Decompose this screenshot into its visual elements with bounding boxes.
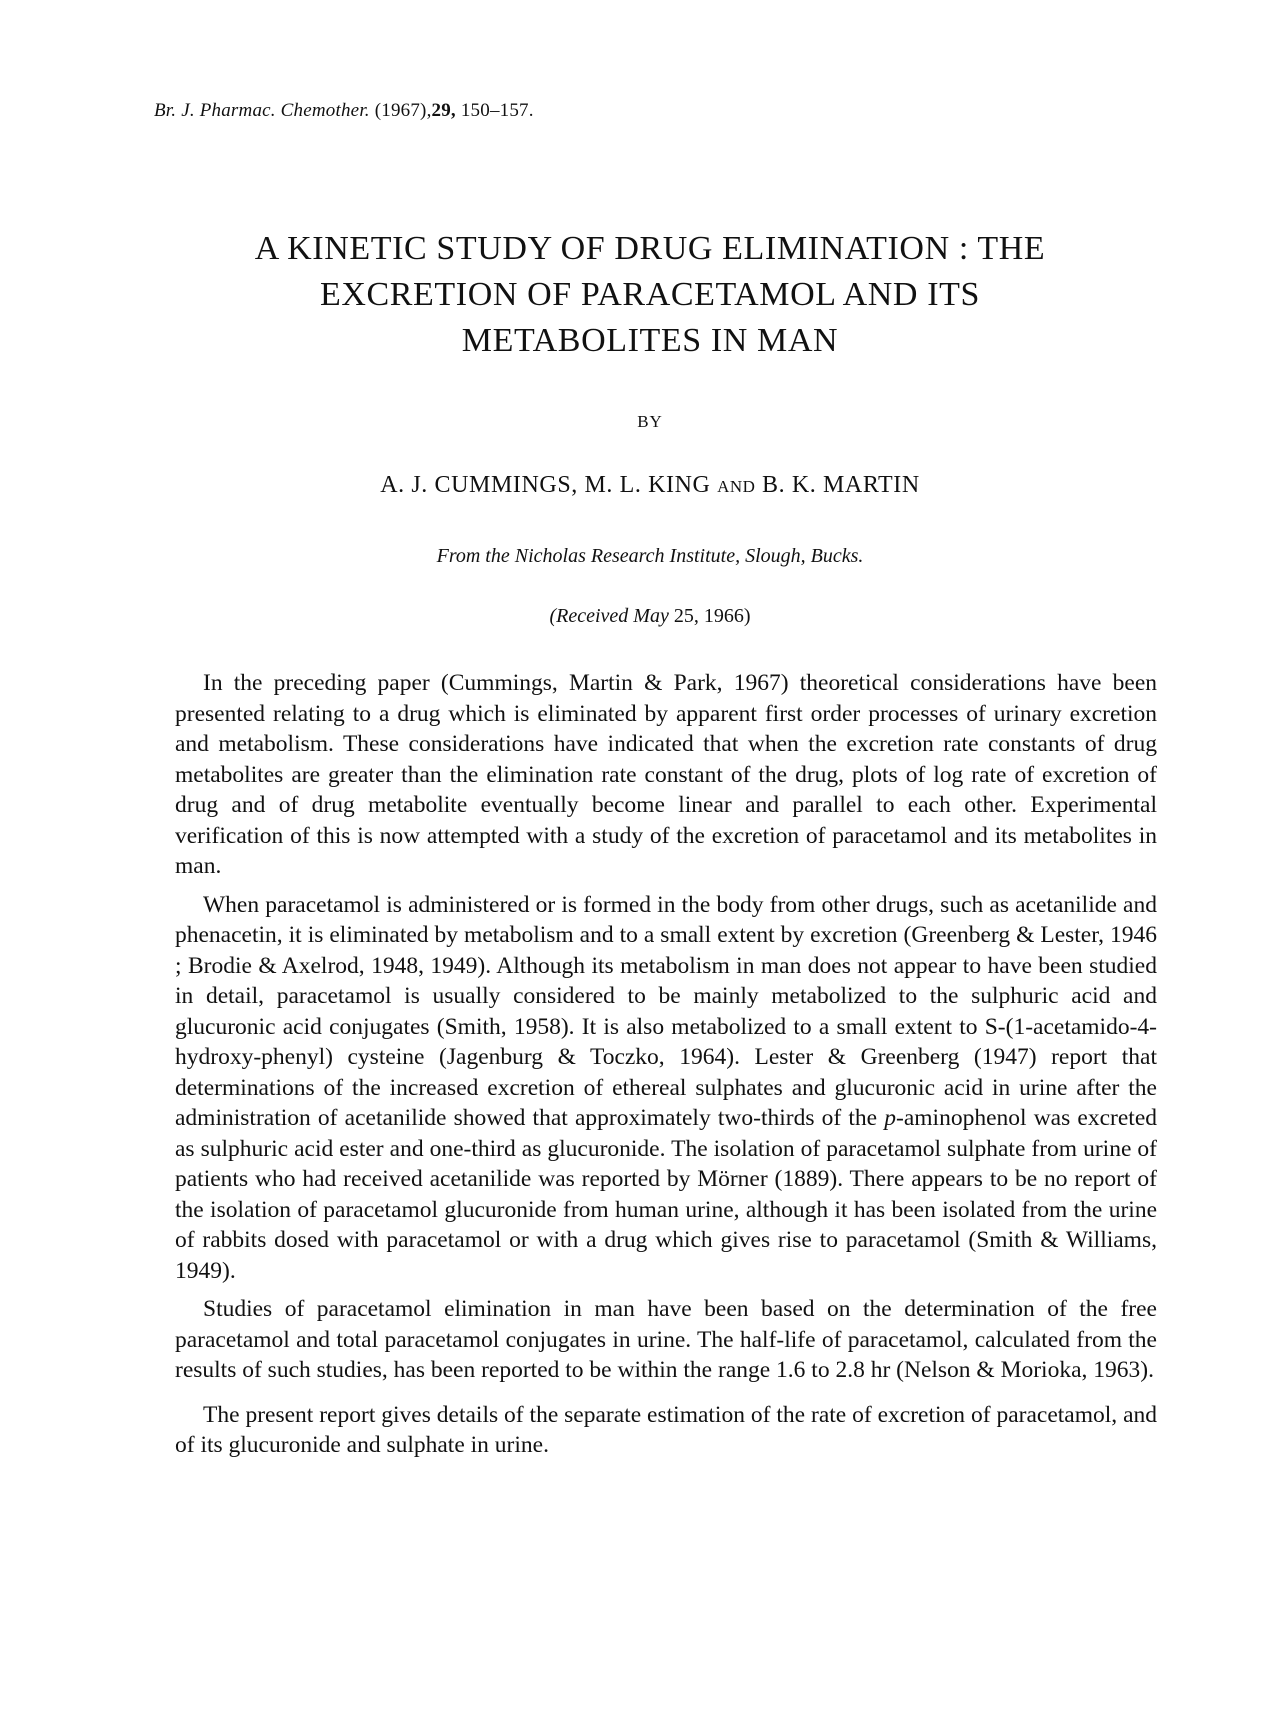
title-line-3: METABOLITES IN MAN <box>461 322 839 359</box>
article-title <box>150 226 1150 364</box>
paragraph-4: The present report gives details of the separate estimation of the rate of excretion of paracetamol, and of its glucuronide and sulphate in urine. <box>175 1401 1157 1458</box>
paragraph-3: Studies of paracetamol elimination in man have been based on the determination of the free paracetamol and total paracetamol conjugates in urine. The half-life of paracetamol, calculated from the results of such studies, has been reported to be within the range 1.6 to 2.8 hr (Nelson & Morioka, 1963). <box>175 1296 1157 1383</box>
title-line-2: EXCRETION OF PARACETAMOL AND ITS <box>319 276 980 313</box>
authors-last: B. K. MARTIN <box>762 472 920 498</box>
received-label: Received May <box>556 605 669 627</box>
by-label: BY <box>637 412 663 431</box>
authors-and: AND <box>717 477 756 496</box>
authors-first: A. J. CUMMINGS, M. L. KING <box>380 472 711 498</box>
author-list <box>150 472 1150 499</box>
journal-name: Br. J. Pharmac. Chemother. <box>154 100 370 121</box>
journal-volume: 29, <box>431 100 456 121</box>
received-date-value: 25, 1966) <box>673 605 751 627</box>
paragraph-1: In the preceding paper (Cummings, Martin & Park, 1967) theoretical considerations have been presented relating to a drug which is eliminated by apparent first order processes of urinary excretion and metabolism. These considerations have indicated that when the excretion rate constants of drug metabolites are greater than the elimination rate constant of the drug, plots of log rate of excretion of drug and of drug metabolite eventually become linear and parallel to each other. Experimental verification of this is now attempted with a study of the excretion of paracetamol and its metabolites in man. <box>175 670 1157 879</box>
journal-citation <box>154 100 534 122</box>
affiliation: From the Nicholas Research Institute, Slough, Bucks. <box>436 545 864 567</box>
journal-pages: 150–157. <box>460 100 534 121</box>
received-date: (Received May 25, 1966) <box>549 605 751 627</box>
title-line-1: A KINETIC STUDY OF DRUG ELIMINATION : THE <box>254 230 1046 267</box>
journal-year: (1967), <box>374 100 432 121</box>
article-body <box>175 668 1157 1469</box>
paragraph-2: When paracetamol is administered or is formed in the body from other drugs, such as acetanilide and phenacetin, it is eliminated by metabolism and to a small extent by excretion (Greenberg & Lester, 1946 ; Brodie & Axelrod, 1948, 1949). Although its metabolism in man does not appear to have been studied in detail, paracetamol is usually considered to be mainly metabolized to the sulphuric acid and glucuronic acid conjugates (Smith, 1958). It is also metabolized to a small extent to S-(1-acetamido-4-hydroxy-phenyl) cysteine (Jagenburg & Toczko, 1964). Lester & Greenberg (1947) report that determinations of the increased excretion of ethereal sulphates and glucuronic acid in urine after the administration of acetanilide showed that approximately two-thirds of the p-aminophenol was excreted as sulphuric acid ester and one-third as glucuronide. The isolation of paracetamol sulphate from urine of patients who had received acetanilide was reported by Mörner (1889). There appears to be no report of the isolation of paracetamol glucuronide from human urine, although it has been isolated from the urine of rabbits dosed with paracetamol or with a drug which gives rise to paracetamol (Smith & Williams, 1949). <box>175 891 1157 1284</box>
